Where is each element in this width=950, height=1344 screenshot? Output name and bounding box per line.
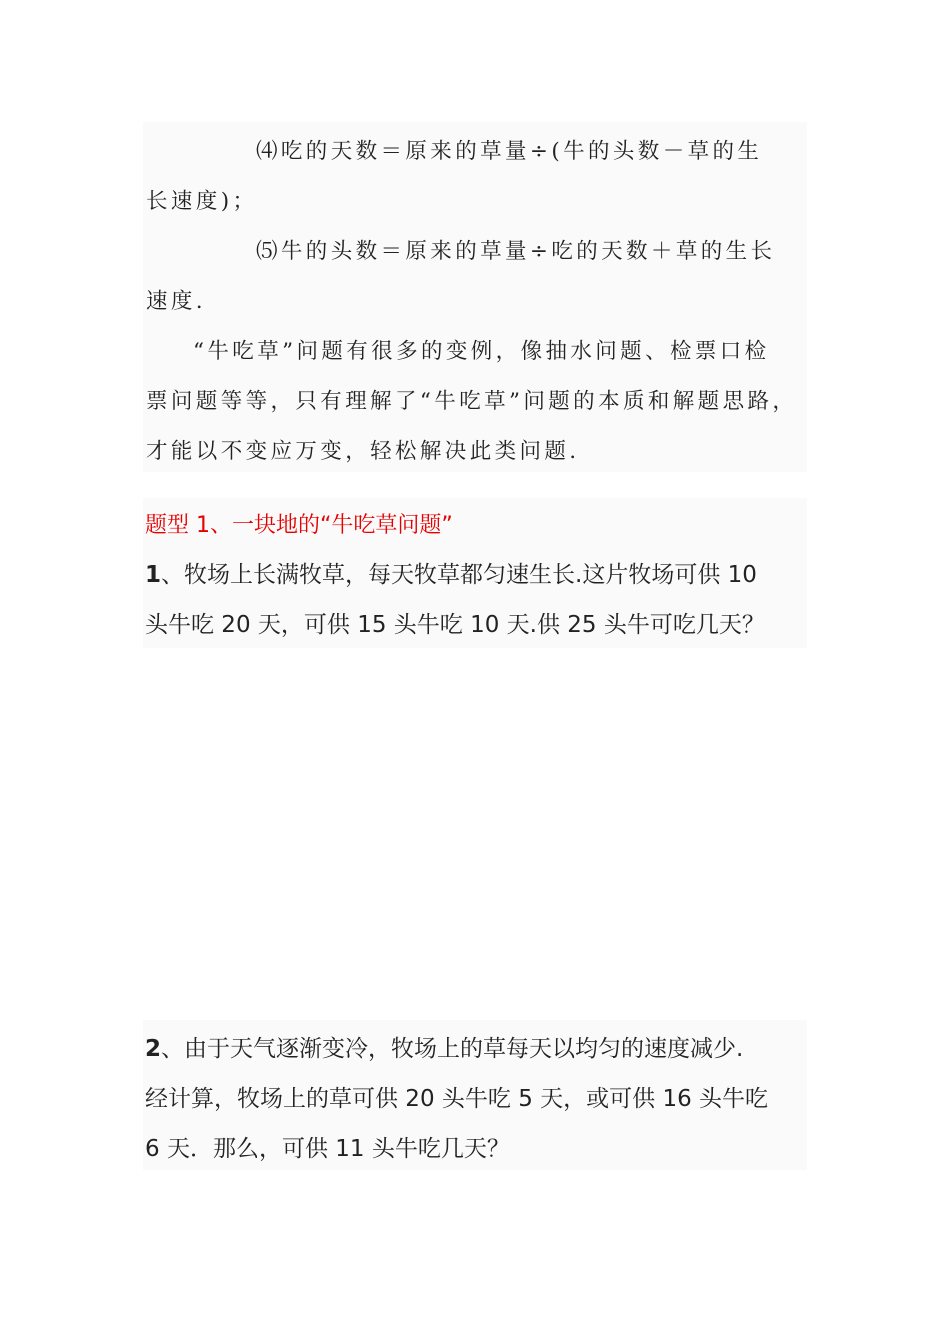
problem-2-line-3: 6 天．那么，可供 11 头牛吃几天？ [145, 1136, 510, 1162]
problem-2-line-1 [145, 1030, 743, 1063]
problem-2-block [143, 1020, 807, 1170]
paragraph-line-3: 才能以不变应万变，轻松解决此类问题. [146, 439, 580, 464]
formula-4-line-1: ⑷吃的天数＝原来的草量÷(牛的头数－草的生 [256, 139, 763, 164]
section-title: 题型 1、一块地的“牛吃草问题” [145, 513, 453, 538]
paragraph-line-1: “牛吃草”问题有很多的变例，像抽水问题、检票口检 [193, 339, 770, 364]
formula-5-line-1: ⑸牛的头数＝原来的草量÷吃的天数＋草的生长 [256, 239, 776, 264]
problem-1-text-1: 、牧场上长满牧草，每天牧草都匀速生长.这片牧场可供 10 [161, 562, 757, 588]
problem-1-line-1 [145, 556, 757, 589]
formula-4-line-2: 长速度)； [146, 189, 258, 214]
formula-5-line-2: 速度. [146, 289, 207, 314]
intro-block [143, 122, 807, 472]
problem-2-number: 2 [145, 1036, 162, 1062]
problem-2-line-2: 经计算，牧场上的草可供 20 头牛吃 5 天，或可供 16 头牛吃 [145, 1086, 769, 1112]
problem-1-number: 1 [145, 562, 162, 588]
problem-1-block [143, 498, 807, 648]
problem-2-text-1: 、由于天气逐渐变冷，牧场上的草每天以均匀的速度减少. [161, 1036, 744, 1062]
paragraph-line-2: 票问题等等，只有理解了“牛吃草”问题的本质和解题思路， [146, 389, 798, 414]
problem-1-line-2: 头牛吃 20 天，可供 15 头牛吃 10 天.供 25 头牛可吃几天？ [145, 612, 765, 638]
